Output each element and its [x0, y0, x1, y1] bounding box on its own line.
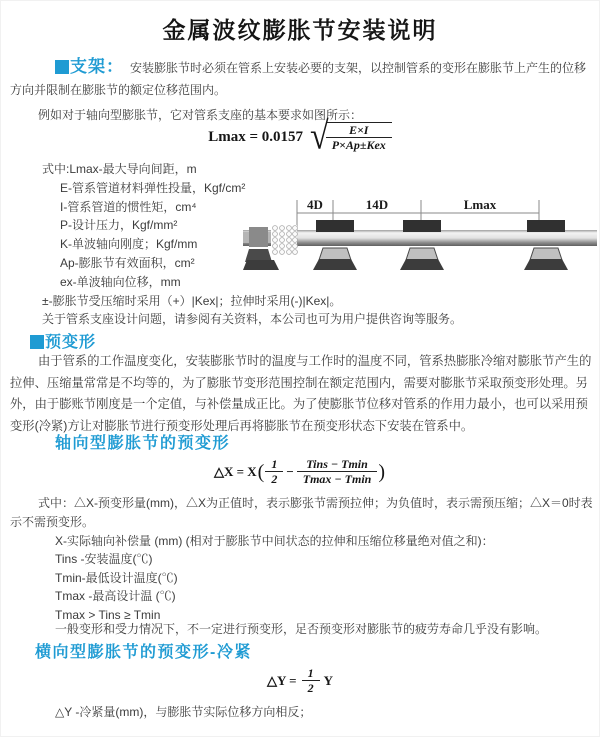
predeform-paragraph: 由于管系的工作温度变化，安装膨胀节时的温度与工作时的温度不同，管系热膨胀冷缩对膨胀节产生的拉伸、压缩量常常是不均等的，为了膨胀节变形范围控制在额定范围内，需要对膨胀节采取预变形处理。另外，由于膨账节刚度是一个定值，与补偿量成正比。为了使膨胀节位移对管系的作用力最小，也可以采用预变形(冷紧)方让对膨胀节进行预变形处理后再将膨胀节在预变形状态下安装在管系中。 — [10, 354, 592, 434]
bellows-icon — [271, 225, 297, 254]
dim-label-4d: 4D — [307, 197, 323, 212]
section-bullet-icon — [30, 335, 44, 349]
lateral-note-line: △Y -冷紧量(mm)，与膨胀节实际位移方向相反； — [55, 705, 312, 719]
axial-note-line: 一般变形和受力情况下，不一定进行预变形，足否预变形对膨胀节的疲劳寿命几乎没有影响。 — [55, 622, 548, 636]
open-paren: ( — [257, 460, 265, 483]
section-bullet-icon — [55, 60, 69, 74]
lateral-formula-fraction — [302, 666, 320, 696]
minus-operator: − — [286, 463, 294, 479]
definition-line: Tmax -最高设计温 (℃) — [55, 589, 176, 603]
lmax-formula-lhs: Lmax = 0.0157 — [208, 128, 304, 145]
dim-label-lmax: Lmax — [463, 197, 497, 212]
lateral-subsection-heading: 横向型膨胀节的预变形-冷紧 — [35, 644, 252, 661]
where-line: 式中:Lmax-最大导向间距，m — [42, 162, 197, 176]
support-intro-paragraph — [10, 56, 592, 101]
definition-line: Tmin-最低设计温度(℃) — [55, 570, 178, 585]
page-title: 金属波纹膨胀节安装说明 — [162, 17, 438, 43]
fraction-numerator: E×I — [326, 123, 392, 138]
variable-line: K-单波轴向刚度；Kgf/mm — [60, 237, 198, 252]
axial-formula — [0, 457, 600, 487]
consult-note: 关于管系支座设计问题，请参阅有关资料，本公司也可为用户提供咨询等服务。 — [42, 312, 463, 327]
axial-explain-paragraph: 式中：△X-预变形量(mm)，△X为正值时，表示膨张节需预拉伸；为负值时，表示需预压缩；△X＝0时表示不需预变形。 — [10, 496, 593, 529]
x-definition-line: X-实际轴向补偿量 (mm) (相对于膨胀节中间状态的拉伸和压缩位移量绝对值之和)： — [55, 534, 494, 548]
lmax-formula-fraction — [326, 122, 392, 153]
axial-formula-temp-fraction — [297, 457, 378, 487]
lateral-formula — [0, 666, 600, 696]
axial-formula-half-fraction — [265, 457, 283, 487]
variable-line: I-管系管道的惯性矩，cm⁴ — [60, 199, 197, 214]
predeform-section-heading: 预变形 — [45, 334, 97, 351]
support-section-heading: 支架： — [70, 57, 124, 76]
predeform-section-heading-row — [30, 329, 96, 352]
variable-line: ex-单波轴向位移，mm — [60, 274, 181, 289]
variable-line: E-管系管道材料弹性投量，Kgf/cm² — [60, 180, 246, 195]
close-paren: ) — [378, 460, 386, 483]
fraction-numerator: 1 — [302, 666, 320, 681]
variable-line: P-设计压力，Kgf/mm² — [60, 218, 178, 233]
lateral-formula-lhs: △Y = — [267, 672, 297, 688]
axial-formula-lhs: △X = X — [213, 463, 257, 479]
fraction-denominator: P×Ap±Kex — [331, 138, 386, 153]
fraction-numerator: 1 — [265, 457, 283, 472]
pipe-support-diagram — [243, 192, 597, 288]
dim-label-14d: 14D — [365, 197, 389, 212]
definition-line: Tins -安装温度(℃) — [55, 552, 153, 566]
plus-minus-note: ±-膨胀节受压缩时采用（+）|Kex|；拉伸时采用(-)|Kex|。 — [42, 293, 342, 308]
variable-line: Ap-膨胀节有效面积，cm² — [60, 255, 195, 270]
fraction-denominator: 2 — [307, 681, 314, 696]
fraction-numerator: Tins − Tmin — [297, 457, 378, 472]
support-example-line: 例如对于轴向型膨胀节，它对管系支座的基本要求如图所示： — [38, 108, 363, 122]
fraction-denominator: 2 — [271, 472, 278, 487]
lmax-formula: Lmax = 0.0157 √ $\frac{E\times I}{\text{P×Ap±Kex}}$ — [0, 122, 600, 153]
axial-subsection-heading: 轴向型膨胀节的预变形 — [55, 435, 231, 452]
fraction-denominator: Tmax − Tmin — [302, 472, 372, 487]
definition-line: Tmax > Tins ≥ Tmin — [55, 607, 161, 622]
lateral-formula-rhs: Y — [323, 672, 333, 688]
support-intro-text: 安装膨胀节时必须在管系上安装必要的支架，以控制管系的变形在膨胀节上产生的位移方向并限制在膨胀节的额定位移范围内。 — [10, 61, 587, 97]
temperature-definitions-list — [55, 550, 178, 624]
